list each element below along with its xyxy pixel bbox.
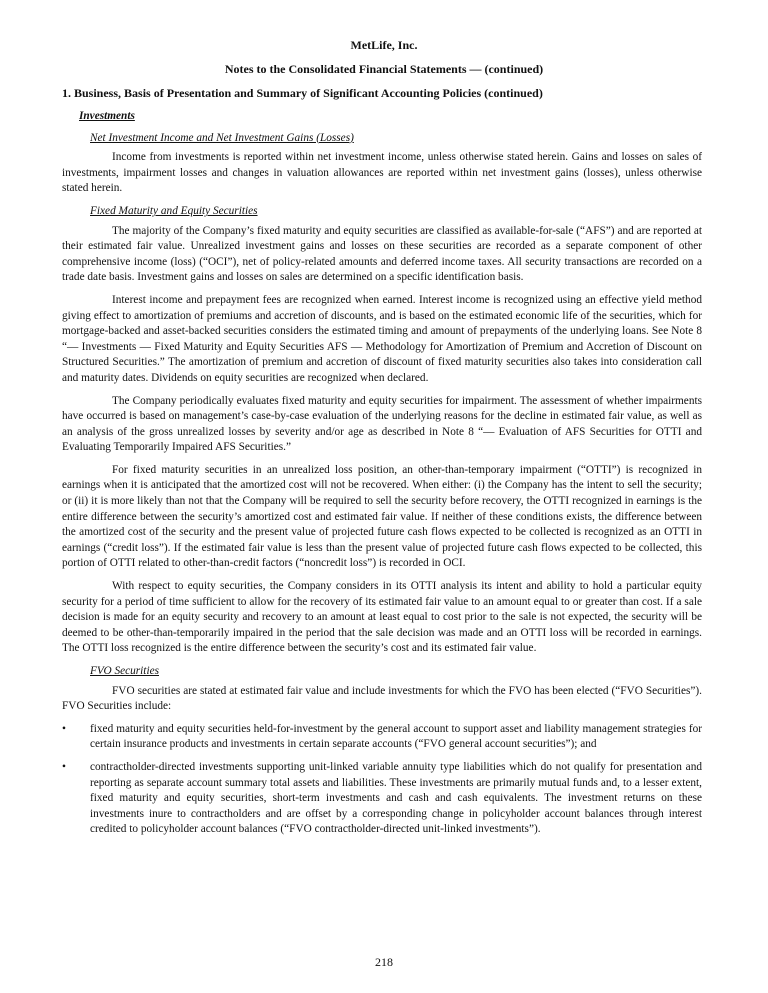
bullet-text: fixed maturity and equity securities held-for-investment by the general account to support asset and liability management strategies for certain insurance products and investments in certain separate accounts (“FVO general account securities”); and — [90, 722, 702, 751]
paragraph: The majority of the Company’s fixed maturity and equity securities are classified as available-for-sale (“AFS”) and are reported at their estimated fair value. Unrealized investment gains and losses on these securities are recorded as a separate component of other comprehensive income (loss) (“OCI”), net of policy-related amounts and deferred income taxes. All security transactions are recorded on a trade date basis. Investment gains and losses on sales are determined on a specific identification basis. — [62, 224, 702, 284]
paragraph: Income from investments is reported within net investment income, unless otherwise stated herein. Gains and losses on sales of investments, impairment losses and changes in valuation allowances are reported within net investment gains (losses), unless otherwise stated herein. — [62, 151, 702, 195]
investments-heading: Investments — [79, 110, 135, 122]
paragraph: With respect to equity securities, the Company considers in its OTTI analysis its intent and ability to hold a particular equity security for a period of time sufficient to allow for the recovery of its estimated fair value to an amount equal to or greater than cost. If a sale decision is made for an equity security and recovery to an amount at least equal to cost prior to the sale is not expected, the security will be deemed to be other-than-temporarily impaired in the period that the sale decision was made and an OTTI loss will be recorded in earnings. The OTTI loss recognized is the entire difference between the security’s cost and its estimated fair value. — [62, 580, 702, 655]
fixed-maturity-heading: Fixed Maturity and Equity Securities — [90, 204, 258, 217]
page-number: 218 — [375, 955, 393, 969]
paragraph: For fixed maturity securities in an unrealized loss position, an other-than-temporary impairment (“OTTI”) is recognized in earnings when it is anticipated that the amortized cost will not be recovered. When either: (i) the Company has the intent to sell the security; or (ii) it is more likely than not that the Company will be required to sell the security before recovery, the OTTI recognized in earnings is the entire difference between the security’s amortized cost and estimated fair value. If neither of these conditions exists, the difference between the amortized cost of the security and the present value of projected future cash flows expected to be collected is recognized as an OTTI in earnings (“credit loss”). If the estimated fair value is less than the present value of projected future cash flows expected to be collected, this portion of OTTI related to other-than-credit factors (“noncredit loss”) is recorded in OCI. — [62, 463, 702, 570]
paragraph: The Company periodically evaluates fixed maturity and equity securities for impairment. The assessment of whether impairments have occurred is based on management’s case-by-case evaluation of the underlying reasons for the decline in estimated fair value, as well as an analysis of the gross unrealized losses by severity and/or age as described in Note 8 “— Evaluation of AFS Securities for OTTI and Evaluating Temporarily Impaired AFS Securities.” — [62, 394, 702, 454]
paragraph: FVO securities are stated at estimated fair value and include investments for which the FVO has been elected (“FVO Securities”). FVO Securities include: — [62, 684, 702, 713]
bullet-item — [62, 722, 702, 753]
notes-title: Notes to the Consolidated Financial Statements — (continued) — [224, 62, 544, 76]
fvo-heading: FVO Securities — [90, 665, 159, 677]
section-heading: 1. Business, Basis of Presentation and Summary of Significant Accounting Policies (continued) — [62, 86, 543, 100]
bullet-icon: • — [62, 760, 66, 773]
net-investment-heading: Net Investment Income and Net Investment Gains (Losses) — [90, 131, 354, 144]
company-name: MetLife, Inc. — [350, 38, 418, 52]
bullet-item — [62, 760, 702, 838]
bullet-icon: • — [62, 722, 66, 735]
paragraph: Interest income and prepayment fees are recognized when earned. Interest income is recognized using an effective yield method giving effect to amortization of premiums and accretion of discounts, and is based on the estimated economic life of the securities, which for mortgage-backed and asset-backed securities considers the estimated timing and amount of prepayments of the underlying loans. See Note 8 “— Investments — Fixed Maturity and Equity Securities AFS — Methodology for Amortization of Premium and Accretion of Discount on Structured Securities.” The amortization of premium and accretion of discount of fixed maturity securities also takes into consideration call and maturity dates. Dividends on equity securities are recognized when declared. — [62, 293, 702, 384]
body-content — [62, 109, 702, 845]
bullet-text: contractholder-directed investments supporting unit-linked variable annuity type liabilities which do not qualify for presentation and reporting as separate account summary total assets and liabilities. These investments are primarily mutual funds and, to a lesser extent, fixed maturity and equity securities, short-term investments and cash and cash equivalents. The investment returns on these investments inure to contractholders and are offset by a corresponding change in policyholder account balances through interest credited to policyholder account balances (“FVO contractholder-directed unit-linked investments”). — [90, 760, 702, 836]
